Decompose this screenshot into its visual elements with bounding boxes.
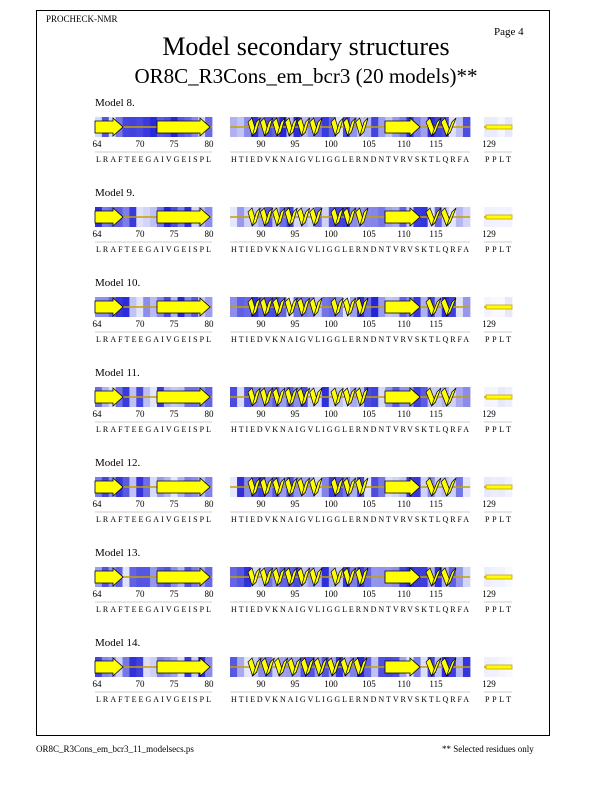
residue-sequence: PPLT [485,515,511,524]
residue-number-tick: 90 [256,139,266,149]
secondary-structure-plot [0,561,612,637]
residue-number-tick: 95 [290,409,300,419]
page-subtitle: OR8C_R3Cons_em_bcr3 (20 models)** [134,64,478,88]
coil-bar [486,485,512,489]
residue-number-tick: 100 [324,499,338,509]
sequence-segment-3 [482,477,512,524]
residue-sequence: HTIEDVKNAIGVLIGGLERNDNTVRVSKTLQRFA [231,695,469,704]
model-panel [0,457,612,547]
residue-sequence: LRAFTEEGAIVGEISPL [96,245,211,254]
sequence-segment-2 [230,387,470,434]
residue-sequence: HTIEDVKNAIGVLIGGLERNDNTVRVSKTLQRFA [231,425,469,434]
residue-number-tick: 100 [324,589,338,599]
residue-sequence: HTIEDVKNAIGVLIGGLERNDNTVRVSKTLQRFA [231,605,469,614]
residue-number-tick: 95 [290,139,300,149]
residue-number-tick: 129 [482,499,496,509]
coil-bar [486,395,512,399]
residue-number-tick: 105 [362,139,376,149]
residue-number-tick: 110 [397,679,411,689]
model-panel [0,367,612,457]
residue-number-tick: 95 [290,589,300,599]
residue-number-tick: 80 [204,679,214,689]
residue-number-tick: 110 [397,229,411,239]
residue-number-tick: 75 [169,229,179,239]
residue-sequence: HTIEDVKNAIGVLIGGLERNDNTVRVSKTLQRFA [231,245,469,254]
residue-sequence: LRAFTEEGAIVGEISPL [96,425,211,434]
residue-sequence: HTIEDVKNAIGVLIGGLERNDNTVRVSKTLQRFA [231,155,469,164]
sequence-segment-3 [482,567,512,614]
residue-sequence: PPLT [485,335,511,344]
residue-number-tick: 115 [429,589,443,599]
strand-arrow [157,298,210,316]
sequence-segment-3 [482,387,512,434]
residue-number-tick: 105 [362,499,376,509]
model-panel [0,187,612,277]
residue-number-tick: 80 [204,319,214,329]
residue-sequence: PPLT [485,155,511,164]
residue-number-tick: 110 [397,409,411,419]
residue-number-tick: 70 [135,409,145,419]
residue-number-tick: 90 [256,589,266,599]
residue-number-tick: 115 [429,319,443,329]
residue-number-tick: 70 [135,679,145,689]
residue-number-tick: 75 [169,589,179,599]
residue-number-tick: 80 [204,139,214,149]
residue-sequence: PPLT [485,245,511,254]
strand-arrow [157,118,210,136]
residue-number-tick: 64 [92,499,102,509]
residue-number-tick: 70 [135,229,145,239]
sequence-segment-1 [93,567,215,614]
sequence-segment-2 [230,207,470,254]
residue-number-tick: 129 [482,679,496,689]
sequence-segment-1 [93,207,215,254]
model-panel [0,637,612,727]
coil-bar [486,575,512,579]
page-number: Page 4 [494,26,524,38]
residue-number-tick: 80 [204,499,214,509]
coil-bar [486,665,512,669]
secondary-structure-plot [0,381,612,457]
residue-sequence: LRAFTEEGAIVGEISPL [96,515,211,524]
model-title: Model 12. [95,457,141,469]
residue-number-tick: 105 [362,229,376,239]
residue-number-tick: 95 [290,679,300,689]
residue-number-tick: 95 [290,229,300,239]
sequence-segment-3 [482,117,512,164]
footer-note: ** Selected residues only [442,744,534,754]
model-title: Model 8. [95,97,135,109]
residue-number-tick: 75 [169,319,179,329]
residue-number-tick: 70 [135,499,145,509]
residue-number-tick: 115 [429,409,443,419]
residue-number-tick: 64 [92,409,102,419]
sequence-segment-2 [230,477,470,524]
residue-number-tick: 90 [256,679,266,689]
model-panel [0,97,612,187]
model-title: Model 10. [95,277,141,289]
residue-number-tick: 100 [324,229,338,239]
coil-bar [486,215,512,219]
model-panel [0,547,612,637]
secondary-structure-plot [0,651,612,727]
residue-number-tick: 129 [482,229,496,239]
residue-sequence: LRAFTEEGAIVGEISPL [96,605,211,614]
residue-number-tick: 115 [429,679,443,689]
residue-number-tick: 64 [92,319,102,329]
model-title: Model 13. [95,547,141,559]
sequence-segment-2 [230,117,470,164]
residue-sequence: PPLT [485,695,511,704]
residue-number-tick: 105 [362,679,376,689]
secondary-structure-plot [0,201,612,277]
residue-sequence: PPLT [485,425,511,434]
residue-number-tick: 70 [135,139,145,149]
residue-number-tick: 105 [362,319,376,329]
residue-number-tick: 100 [324,679,338,689]
page-title: Model secondary structures [162,32,450,61]
residue-number-tick: 95 [290,319,300,329]
sequence-segment-1 [93,657,215,704]
residue-number-tick: 129 [482,139,496,149]
strand-arrow [157,478,210,496]
program-name: PROCHECK-NMR [46,14,118,24]
residue-sequence: LRAFTEEGAIVGEISPL [96,695,211,704]
strand-arrow [157,658,210,676]
model-title: Model 9. [95,187,135,199]
sequence-segment-2 [230,567,470,614]
residue-sequence: HTIEDVKNAIGVLIGGLERNDNTVRVSKTLQRFA [231,515,469,524]
residue-number-tick: 110 [397,139,411,149]
coil-bar [486,305,512,309]
residue-number-tick: 80 [204,229,214,239]
residue-number-tick: 100 [324,139,338,149]
residue-number-tick: 80 [204,589,214,599]
sequence-segment-1 [93,117,215,164]
strand-arrow [157,208,210,226]
residue-number-tick: 64 [92,679,102,689]
residue-sequence: LRAFTEEGAIVGEISPL [96,335,211,344]
residue-number-tick: 105 [362,409,376,419]
residue-number-tick: 110 [397,499,411,509]
residue-sequence: HTIEDVKNAIGVLIGGLERNDNTVRVSKTLQRFA [231,335,469,344]
residue-number-tick: 110 [397,319,411,329]
secondary-structure-plot [0,471,612,547]
model-panel [0,277,612,367]
coil-bar [486,125,512,129]
footer-filename: OR8C_R3Cons_em_bcr3_11_modelsecs.ps [36,744,194,754]
sequence-segment-2 [230,297,470,344]
sequence-segment-3 [482,297,512,344]
strand-arrow [157,388,210,406]
secondary-structure-plot [0,111,612,187]
residue-sequence: LRAFTEEGAIVGEISPL [96,155,211,164]
residue-number-tick: 129 [482,589,496,599]
model-title: Model 14. [95,637,141,649]
sequence-segment-1 [93,297,215,344]
residue-number-tick: 80 [204,409,214,419]
residue-number-tick: 129 [482,319,496,329]
strand-arrow [157,568,210,586]
residue-number-tick: 90 [256,319,266,329]
residue-number-tick: 64 [92,589,102,599]
residue-sequence: PPLT [485,605,511,614]
residue-number-tick: 100 [324,319,338,329]
residue-number-tick: 70 [135,589,145,599]
residue-number-tick: 75 [169,679,179,689]
sequence-segment-3 [482,657,512,704]
residue-number-tick: 75 [169,409,179,419]
residue-number-tick: 75 [169,139,179,149]
residue-number-tick: 115 [429,229,443,239]
residue-number-tick: 129 [482,409,496,419]
residue-number-tick: 115 [429,499,443,509]
sequence-segment-1 [93,477,215,524]
residue-number-tick: 70 [135,319,145,329]
residue-number-tick: 105 [362,589,376,599]
sequence-segment-2 [230,657,470,704]
residue-number-tick: 64 [92,139,102,149]
sequence-segment-1 [93,387,215,434]
residue-number-tick: 90 [256,229,266,239]
model-title: Model 11. [95,367,140,379]
residue-number-tick: 75 [169,499,179,509]
sequence-segment-3 [482,207,512,254]
residue-number-tick: 110 [397,589,411,599]
residue-number-tick: 100 [324,409,338,419]
secondary-structure-plot [0,291,612,367]
residue-number-tick: 90 [256,409,266,419]
residue-number-tick: 115 [429,139,443,149]
residue-number-tick: 90 [256,499,266,509]
residue-number-tick: 95 [290,499,300,509]
residue-number-tick: 64 [92,229,102,239]
